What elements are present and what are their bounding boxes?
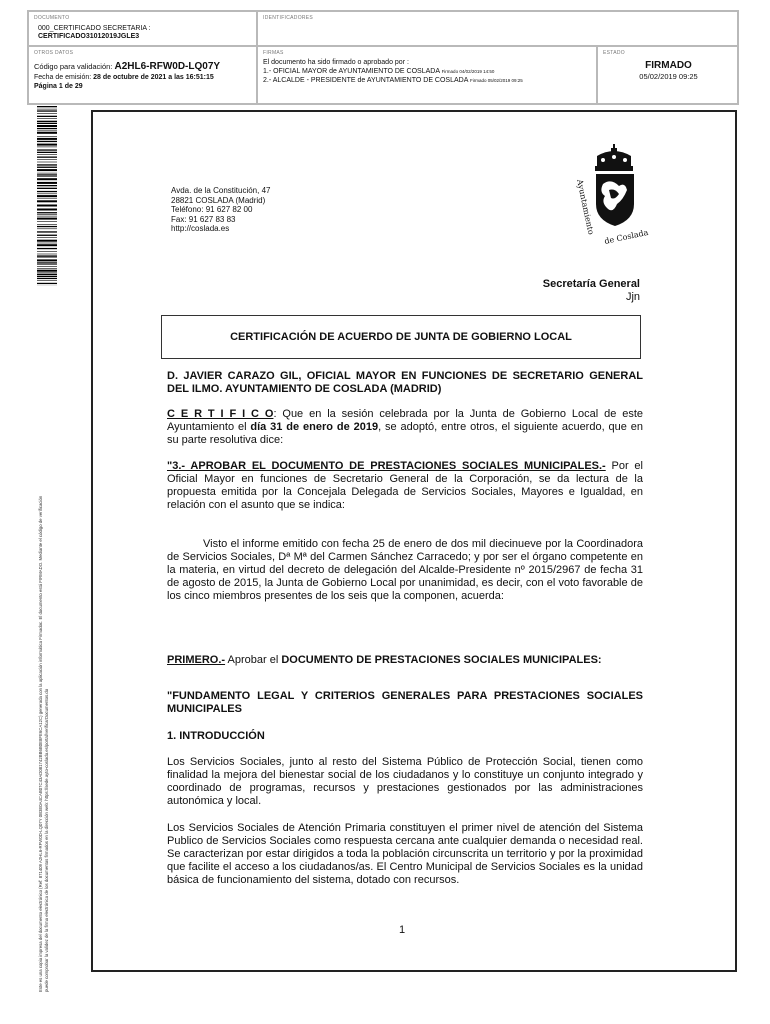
otros-datos-cell xyxy=(28,46,257,104)
barcode-bar xyxy=(37,226,57,227)
address-line: 28821 COSLADA (Madrid) xyxy=(171,195,266,205)
fecha-emision xyxy=(34,74,214,81)
certifico-text-b: , se adoptó, entre otros, el siguiente acuerdo, que en su parte resolutiva dice: xyxy=(167,421,644,446)
firma-2 xyxy=(263,77,523,84)
firma2-date: Firmado 05/02/2019 09:25 xyxy=(469,78,523,83)
barcode-bar xyxy=(37,128,57,129)
barcode-bar xyxy=(37,200,57,202)
address-line: Teléfono: 91 627 82 00 xyxy=(171,205,253,214)
barcode-bar xyxy=(37,110,57,111)
primero-paragraph xyxy=(167,654,643,667)
visto-paragraph: Visto el informe emitido con fecha 25 de enero de dos mil diecinueve por la Coordinadora de Servicios Sociales, Dª Mª del Carmen Sánchez Carracedo; y por ser el órgano competente en la materia, en virtud del decreto de delegación del Alcalde-Presidente nº 2015/2967 de fecha 31 de agosto de 2015, la Junta de Gobierno Local por unanimidad, es decir, con el voto favorable de los cinco miembros presentes de los seis que la componen, acuerda: xyxy=(167,538,643,602)
primero-bold: DOCUMENTO DE PRESTACIONES SOCIALES MUNICIPALES: xyxy=(281,654,602,666)
barcode-bar xyxy=(37,243,57,244)
pagina-indicator: Página 1 de 29 xyxy=(34,83,83,90)
fundamento-heading: "FUNDAMENTO LEGAL Y CRITERIOS GENERALES PARA PRESTACIONES SOCIALES MUNICIPALES xyxy=(167,690,643,715)
barcode-bar xyxy=(37,259,57,261)
barcode-bar xyxy=(37,240,57,242)
address-line[interactable]: http://coslada.es xyxy=(171,224,230,233)
barcode-bar xyxy=(37,273,57,274)
barcode-bar xyxy=(37,182,57,184)
barcode-image xyxy=(37,106,57,286)
barcode-bar xyxy=(37,198,57,199)
barcode-bar xyxy=(37,154,57,155)
introduccion-heading: 1. INTRODUCCIÓN xyxy=(167,730,265,742)
intro-paragraph-2: Los Servicios Sociales de Atención Primaria constituyen el primer nivel de atención del Sistema Publico de Servicios Sociales como respuesta cercana ante cualquier demanda o necesidad real. Se caracterizan por estar dirigidos a toda la población circunscrita un territorio y por la proximidad que facilite el acceso a los ciudadanos/as. El Centro Municipal de Servicios Sociales es la unidad básica de funcionamiento del sistema, dotado con recursos. xyxy=(167,822,643,886)
firmas-intro: El documento ha sido firmado o aprobado por : xyxy=(263,59,409,66)
barcode-bar xyxy=(37,185,57,186)
document-page xyxy=(91,110,737,972)
barcode-bar xyxy=(37,212,57,213)
estado-value: FIRMADO xyxy=(645,60,692,71)
barcode-bar xyxy=(37,167,57,168)
barcode-bar xyxy=(37,266,57,267)
fecha-prefix: Fecha de emisión: xyxy=(34,74,92,81)
certifico-paragraph xyxy=(167,408,643,447)
barcode-bar xyxy=(37,224,57,225)
barcode-bar xyxy=(37,164,57,165)
barcode-bar xyxy=(37,255,57,256)
barcode-bar xyxy=(37,147,57,148)
barcode-bar xyxy=(37,174,57,175)
barcode-bar xyxy=(37,132,57,134)
initials: Jjn xyxy=(625,291,640,303)
barcode-bar xyxy=(37,264,57,265)
fecha-value: 28 de octubre de 2021 a las 16:51:15 xyxy=(93,74,214,81)
documento-label: DOCUMENTO xyxy=(34,15,70,21)
codigo-validacion xyxy=(34,61,220,72)
barcode-bar xyxy=(37,276,57,277)
barcode-bar xyxy=(37,251,57,252)
firma1-text: 1.- OFICIAL MAYOR de AYUNTAMIENTO DE COSLADA xyxy=(263,68,440,75)
certifico-date: día 31 de enero de 2019 xyxy=(250,421,379,433)
barcode-bar xyxy=(37,280,57,281)
firmas-label: FIRMAS xyxy=(263,50,284,56)
barcode-bar xyxy=(37,149,57,150)
item3-text: Por el Oficial Mayor en funciones de Secretario General de la Corporación, se da lectura de la propuesta emitida por la Concejala Delegada de Servicios Sociales, Mayores e Igualdad, en relación con el asunto que se indica: xyxy=(167,460,643,511)
address-line: Fax: 91 627 83 83 xyxy=(171,214,236,224)
barcode-bar xyxy=(37,136,57,137)
barcode-bar xyxy=(37,141,57,142)
firma1-date: Firmado 04/02/2019 14:50 xyxy=(441,69,495,74)
barcode-bar xyxy=(37,235,57,236)
firmas-cell xyxy=(257,46,597,104)
barcode-bar xyxy=(37,262,57,263)
side-legal-line2: puede comprobar la validez de la firma electrónica de los documentos firmados en la dirección web: https://sede.ayto-coslada.es/portal/verificarDocumentos.do xyxy=(44,688,49,992)
barcode-bar xyxy=(37,214,57,215)
barcode-bar xyxy=(37,191,57,192)
barcode-bar xyxy=(37,188,57,189)
certifier-heading: D. JAVIER CARAZO GIL, OFICIAL MAYOR EN FUNCIONES DE SECRETARIO GENERAL DEL ILMO. AYUNTAMIENTO DE COSLADA (MADRID) xyxy=(167,370,643,395)
documento-cell xyxy=(28,11,257,46)
certification-title: CERTIFICACIÓN DE ACUERDO DE JUNTA DE GOBIERNO LOCAL xyxy=(161,315,641,359)
barcode-bar xyxy=(37,248,57,249)
barcode-bar xyxy=(37,131,57,132)
barcode-bar xyxy=(37,173,57,174)
barcode-bar xyxy=(37,274,57,275)
intro-paragraph-1: Los Servicios Sociales, junto al resto del Sistema Público de Protección Social, tienen como finalidad la mejora del bienestar social de los ciudadanos y lo constituye un conjunto integrado y coordinado de programas, recursos y prestaciones gestionados por las administraciones autonómica y local. xyxy=(167,756,643,807)
barcode-bar xyxy=(37,195,57,197)
barcode-bar xyxy=(37,237,57,238)
barcode-bar xyxy=(37,113,57,114)
barcode-bar xyxy=(37,194,57,195)
document-header xyxy=(27,10,739,105)
barcode-bar xyxy=(37,169,57,171)
codigo-value[interactable]: A2HL6-RFW0D-LQ07Y xyxy=(114,61,221,72)
barcode-bar xyxy=(37,144,57,146)
item3-title: "3.- APROBAR EL DOCUMENTO DE PRESTACIONES SOCIALES MUNICIPALES.- xyxy=(167,460,606,472)
barcode-bar xyxy=(37,209,57,211)
barcode-bar xyxy=(37,116,57,117)
address-block xyxy=(171,186,270,234)
barcode-bar xyxy=(37,109,57,110)
barcode-bar xyxy=(37,152,57,153)
barcode-bar xyxy=(37,157,57,158)
barcode-bar xyxy=(37,106,57,107)
coslada-logo xyxy=(563,144,675,256)
barcode-bar xyxy=(37,138,57,140)
barcode-bar xyxy=(37,216,57,217)
side-legal-text xyxy=(38,496,50,992)
firma-1 xyxy=(263,68,494,75)
certifico-text-a: : Que en la sesión celebrada por la Junta de Gobierno Local de este Ayuntamiento el xyxy=(167,408,643,433)
page-number: 1 xyxy=(399,924,406,936)
barcode-bar xyxy=(37,231,57,232)
barcode-bar xyxy=(37,256,57,257)
barcode-bar xyxy=(37,162,57,163)
address-line: Avda. de la Constitución, 47 xyxy=(171,186,271,195)
item3-paragraph xyxy=(167,460,643,512)
side-legal-line1: Este es una copia impresa del documento electrónico (Ref: 871409 A2HL6-RFW0D-LQ07Y 0B3E0A4CAB07C43AD081742BB6B0E8FE6CA12C) generada con la aplicación informática Firmadoc. El documento está FIRMADO. Mediante el código de verificación xyxy=(38,495,43,992)
barcode-bar xyxy=(37,270,57,272)
barcode-bar xyxy=(37,123,57,124)
barcode-bar xyxy=(37,229,57,230)
logo-text-bottom: de Coslada xyxy=(603,227,650,246)
codigo-prefix: Código para validación: xyxy=(34,62,113,71)
firma2-text: 2.- ALCALDE - PRESIDENTE de AYUNTAMIENTO DE COSLADA xyxy=(263,77,469,84)
barcode-bar xyxy=(37,283,57,284)
barcode-bar xyxy=(37,159,57,160)
primero-label: PRIMERO.- xyxy=(167,654,226,666)
barcode-bar xyxy=(37,121,57,122)
barcode-bar xyxy=(37,118,57,119)
otros-label: OTROS DATOS xyxy=(34,50,74,56)
barcode-bar xyxy=(37,125,57,127)
barcode-bar xyxy=(37,176,57,177)
barcode-bar xyxy=(37,268,57,269)
barcode-bar xyxy=(37,205,57,207)
barcode-bar xyxy=(37,218,57,220)
barcode-bar xyxy=(37,278,57,279)
estado-date: 05/02/2019 09:25 xyxy=(639,72,698,81)
barcode-bar xyxy=(37,221,57,222)
logo-text-top: Ayuntamiento xyxy=(575,178,596,236)
estado-label: ESTADO xyxy=(603,50,625,56)
documento-line1: 000_CERTIFICADO SECRETARIA : xyxy=(38,25,151,32)
identificadores-cell xyxy=(257,11,738,46)
certifico-word: C E R T I F I C O xyxy=(167,408,274,420)
department-name: Secretaría General xyxy=(542,278,640,290)
secretaria-block xyxy=(543,278,640,304)
barcode-bar xyxy=(37,244,57,246)
estado-cell xyxy=(597,46,738,104)
primero-text: Aprobar el xyxy=(225,654,282,666)
identificadores-label: IDENTIFICADORES xyxy=(263,15,314,21)
documento-line2: CERTIFICADO31012019JGLE3 xyxy=(38,33,140,40)
barcode-bar xyxy=(37,254,57,255)
barcode-bar xyxy=(37,178,57,180)
